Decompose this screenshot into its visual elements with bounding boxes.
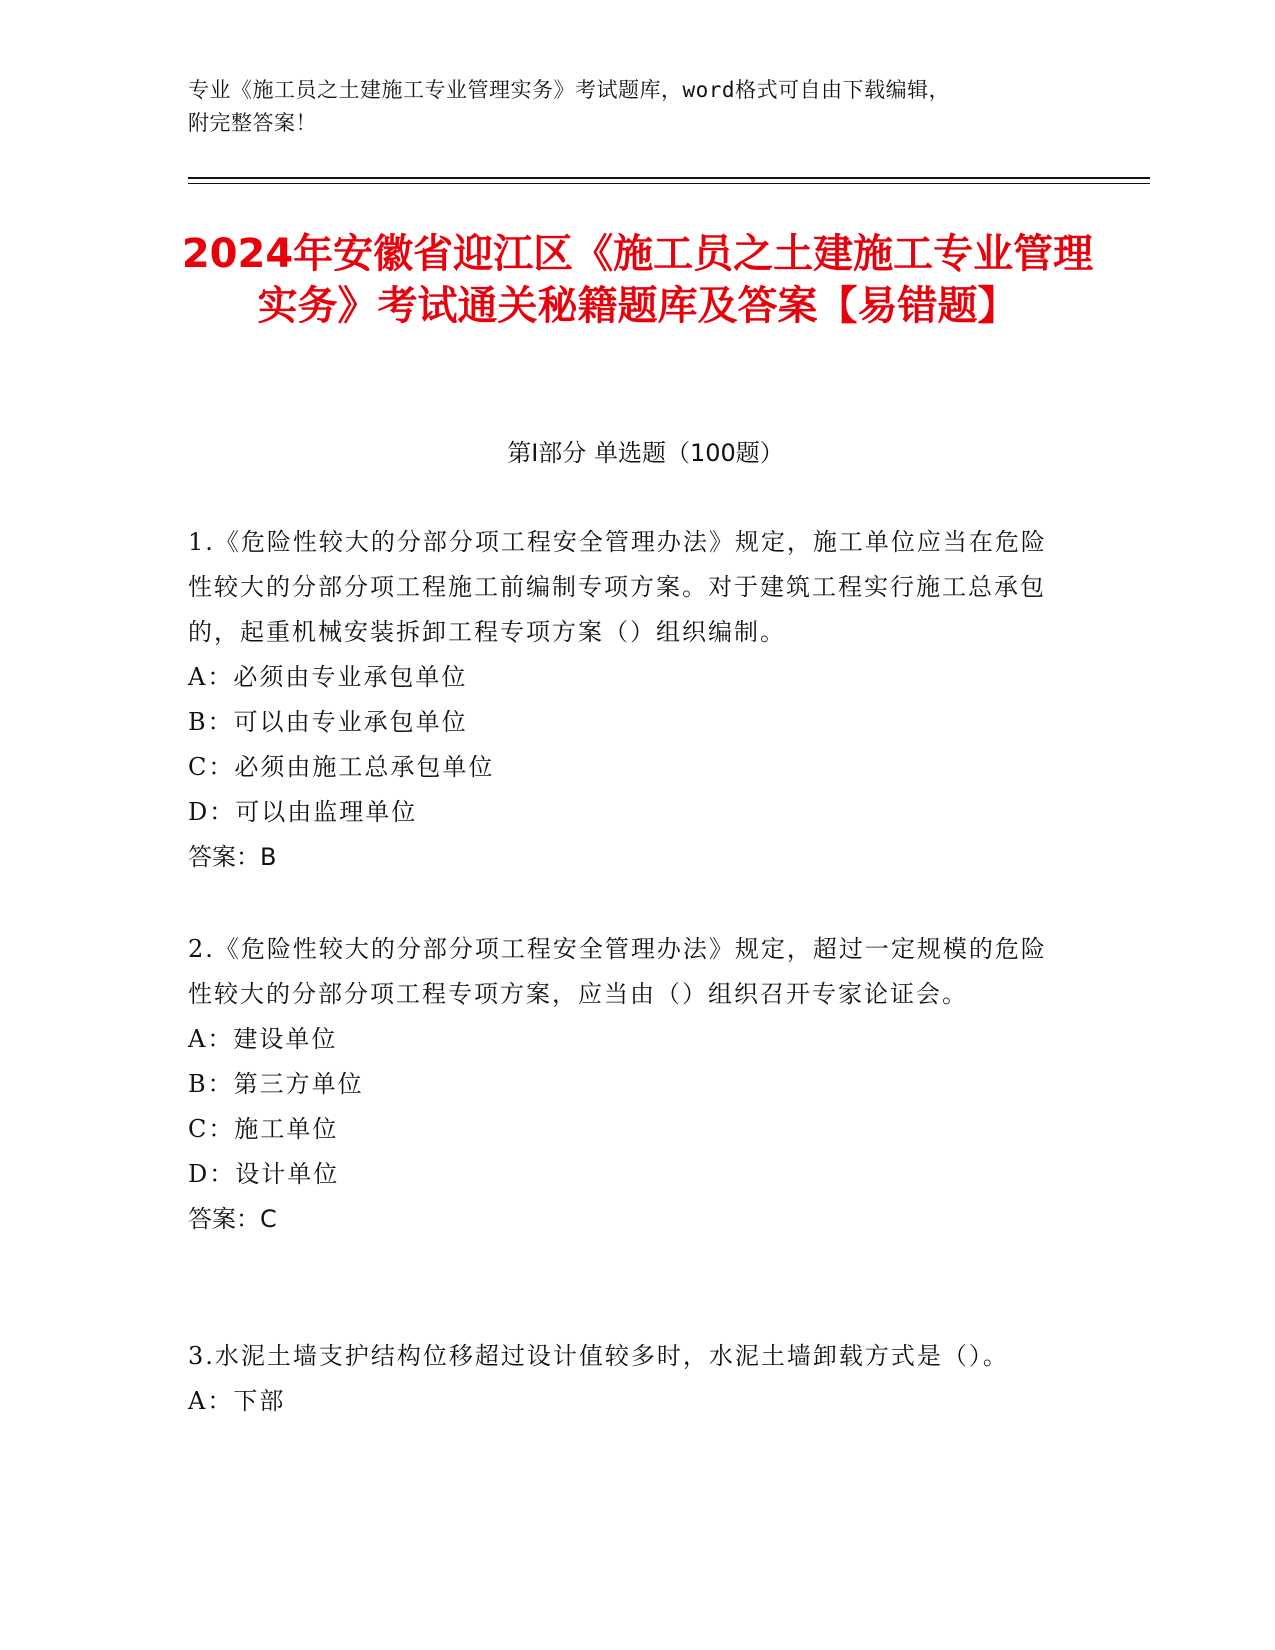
answer-line: 答案：C: [188, 1205, 277, 1233]
option-a: A：必须由专业承包单位: [188, 663, 468, 691]
question-item: [188, 1334, 1058, 1424]
section-title: 第Ⅰ部分 单选题（100题）: [507, 439, 784, 467]
option-a: A：下部: [188, 1387, 286, 1415]
option-c: C：施工单位: [188, 1115, 339, 1143]
header-divider-thin: [188, 183, 1150, 184]
question-stem: 1.《危险性较大的分部分项工程安全管理办法》规定，施工单位应当在危险性较大的分部分项工程施工前编制专项方案。对于建筑工程实行施工总承包的，起重机械安装拆卸工程专项方案（）组织编制。: [188, 528, 1047, 646]
question-stem: 3.水泥土墙支护结构位移超过设计值较多时，水泥土墙卸载方式是（）。: [188, 1342, 1009, 1370]
question-item: [188, 520, 1058, 880]
header-divider-thick: [188, 177, 1150, 179]
option-a: A：建设单位: [188, 1025, 338, 1053]
option-b: B：可以由专业承包单位: [188, 708, 468, 736]
answer-line: 答案：B: [188, 843, 277, 871]
document-title: 2024年安徽省迎江区《施工员之土建施工专业管理实务》考试通关秘籍题库及答案【易错题】: [181, 231, 1094, 329]
question-stem: 2.《危险性较大的分部分项工程安全管理办法》规定，超过一定规模的危险性较大的分部分项工程专项方案，应当由（）组织召开专家论证会。: [188, 935, 1047, 1008]
option-d: D：可以由监理单位: [188, 798, 418, 826]
option-c: C：必须由施工总承包单位: [188, 753, 495, 781]
header-note-line-2: 附完整答案！: [188, 111, 317, 135]
header-note-line-1: 专业《施工员之土建施工专业管理实务》考试题库，word格式可自由下载编辑，: [188, 78, 951, 102]
option-b: B：第三方单位: [188, 1070, 364, 1098]
option-d: D：设计单位: [188, 1160, 340, 1188]
header-note: [188, 74, 1068, 140]
question-item: [188, 927, 1058, 1242]
